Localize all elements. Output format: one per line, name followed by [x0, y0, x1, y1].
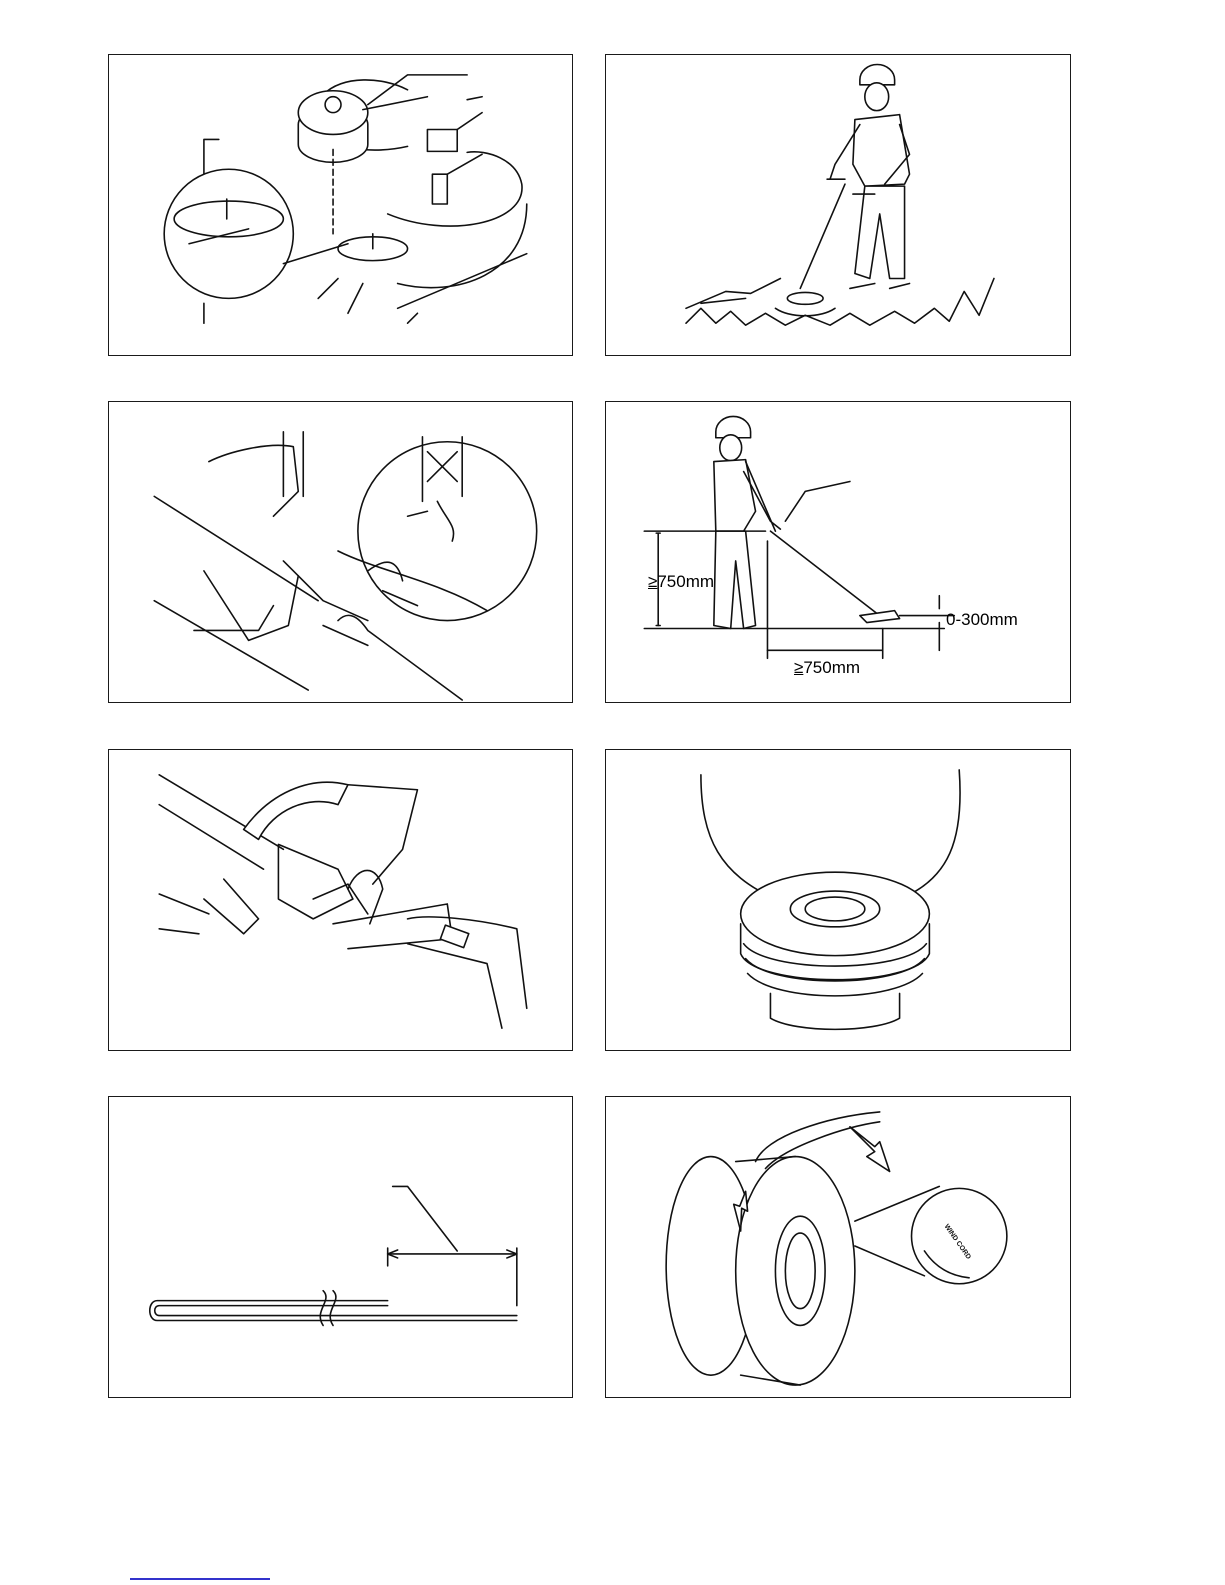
- figure-strap-hook-attachment: [108, 401, 573, 703]
- figure-operating-posture-dimensions: [605, 401, 1071, 703]
- figure-wind-cord-spool: [605, 1096, 1071, 1398]
- figure-trimmer-head-mounting: [108, 54, 573, 356]
- trimmer-head-mounting-illustration: [109, 55, 572, 355]
- wind-cord-marking: WIND CORD: [942, 1223, 972, 1261]
- cut-height-dimension: 0-300mm: [946, 610, 1018, 629]
- figure-operator-cutting-grass: [605, 54, 1071, 356]
- wind-cord-illustration: [606, 1097, 1070, 1397]
- height-dimension: ≥750mm: [648, 572, 715, 591]
- strap-hook-illustration: [109, 402, 572, 702]
- folded-cord-illustration: [109, 1097, 572, 1397]
- footer-link-underline: [130, 1578, 270, 1580]
- posture-illustration: [606, 402, 1070, 702]
- handle-illustration: [109, 750, 572, 1050]
- cord-spool-illustration: [606, 750, 1070, 1050]
- figure-folded-cord-length: [108, 1096, 573, 1398]
- distance-dimension: ≥750mm: [794, 658, 861, 677]
- operator-illustration: [606, 55, 1070, 355]
- figure-cord-spool: [605, 749, 1071, 1051]
- figure-handle-on-shaft: [108, 749, 573, 1051]
